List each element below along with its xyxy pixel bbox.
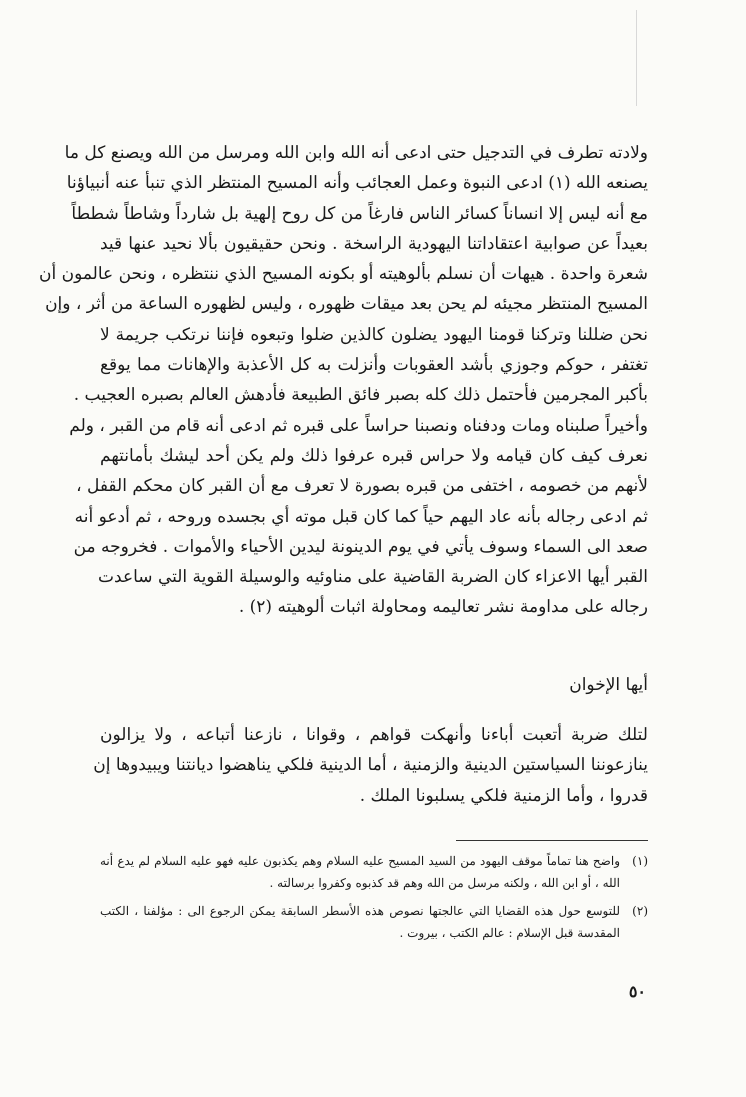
second-paragraph bbox=[93, 720, 648, 811]
footnote-divider bbox=[456, 840, 648, 841]
page-number: ٥٠ bbox=[628, 982, 646, 1001]
footnote-line: للتوسع حول هذه القضايا التي عالجتها نصوص هذه الأسطر السابقة يمكن الرجوع الى : مؤلفنا ، الكتب bbox=[100, 904, 620, 918]
footnotes bbox=[100, 850, 648, 950]
text-line: لتلك ضربة أتعبت أباءنا وأنهكت قواهم ، وقوانا ، نازعنا أتباعه ، ولا يزالون bbox=[100, 725, 648, 745]
footnote-line: الله ، أو ابن الله ، ولكنه مرسل من الله وهم قد كذبوه وكفروا برسالته . bbox=[269, 876, 620, 890]
footnote-line: واضح هنا تماماً موقف اليهود من السيد المسيح عليه السلام وهم يكذبون عليه فهو عليه السلام لم يدع أنه bbox=[100, 854, 620, 868]
text-line: تغتفر ، حوكم وجوزي بأشد العقوبات وأنزلت به كل الأعذبة والإهانات مما يوقع bbox=[100, 355, 648, 376]
section-heading: أيها الإخوان bbox=[569, 675, 648, 695]
footnote bbox=[100, 900, 648, 944]
text-line: ثم ادعى رجاله بأنه عاد اليهم حياً كما كان قبل موته أي بجسده وروحه ، ثم أدعو أنه bbox=[74, 506, 648, 527]
text-line: ينازعوننا السياستين الدينية والزمنية ، أما الدينية فلكي يناهضوا ديانتنا ويبيدوها إن bbox=[93, 755, 648, 776]
footnote-number: (١) bbox=[632, 854, 648, 868]
text-line: صعد الى السماء وسوف يأتي في يوم الدينونة ليدين الأحياء والأموات . فخروجه من bbox=[73, 536, 648, 557]
text-line: وأخيراً صلبناه ومات ودفناه ونصبنا حراساً على قبره ثم ادعى أنه قام من القبر ، ولم bbox=[69, 415, 648, 436]
text-line: ولادته تطرف في التدجيل حتى ادعى أنه الله وابن الله ومرسل من الله ويصنع كل ما bbox=[64, 143, 648, 163]
text-line: شعرة واحدة . هيهات أن نسلم بألوهيته أو بكونه المسيح الذي ننتظره ، ونحن عالمون أن bbox=[38, 264, 648, 285]
scan-artifact-line bbox=[636, 10, 637, 106]
footnote-number: (٢) bbox=[632, 904, 648, 918]
text-line: القبر أيها الاعزاء كان الضربة القاضية على مناوئيه والوسيلة القوية التي ساعدت bbox=[98, 567, 648, 588]
text-line: يصنعه الله (١) ادعى النبوة وعمل العجائب وأنه المسيح المنتظر الذي تنبأ عنه أنبياؤنا bbox=[66, 173, 648, 194]
text-line: المسيح المنتظر مجيئه لم يحن بعد ميقات ظهوره ، وليس لظهوره الساعة من أثر ، وإن bbox=[45, 294, 648, 315]
text-line: بأكبر المجرمين فأحتمل ذلك كله بصبر فائق الطبيعة فأدهش العالم بصبره العجيب . bbox=[73, 385, 648, 406]
main-paragraph bbox=[38, 138, 648, 623]
text-line: بعيداً عن صوابية اعتقاداتنا اليهودية الراسخة . ونحن حقيقيون بألا نحيد عنها قيد bbox=[100, 233, 648, 254]
text-line: لأنهم من خصومه ، اختفى من قبره بصورة لا تعرف مع أن القبر كان محكم القفل ، bbox=[76, 476, 648, 497]
footnote-line: المقدسة قبل الإسلام : عالم الكتب ، بيروت . bbox=[399, 926, 620, 940]
text-line: قدروا ، وأما الزمنية فلكي يسلبونا الملك . bbox=[359, 785, 648, 806]
footnote bbox=[100, 850, 648, 894]
text-line: مع أنه ليس إلا انساناً كسائر الناس فارغاً من كل روح إلهية بل شارداً وشاطاً شططاً bbox=[71, 203, 648, 224]
text-line: نحن ضللنا وتركنا قومنا اليهود يضلون كالذين ضلوا وتبعوه فإننا نرتكب جريمة لا bbox=[100, 324, 648, 345]
text-line: نعرف كيف كان قيامه ولا حراس قبره عرفوا ذلك ولم يكن أحد ليشك بأمانتهم bbox=[100, 445, 648, 466]
text-line: رجاله على مداومة نشر تعاليمه ومحاولة اثبات ألوهيته (٢) . bbox=[238, 597, 648, 618]
